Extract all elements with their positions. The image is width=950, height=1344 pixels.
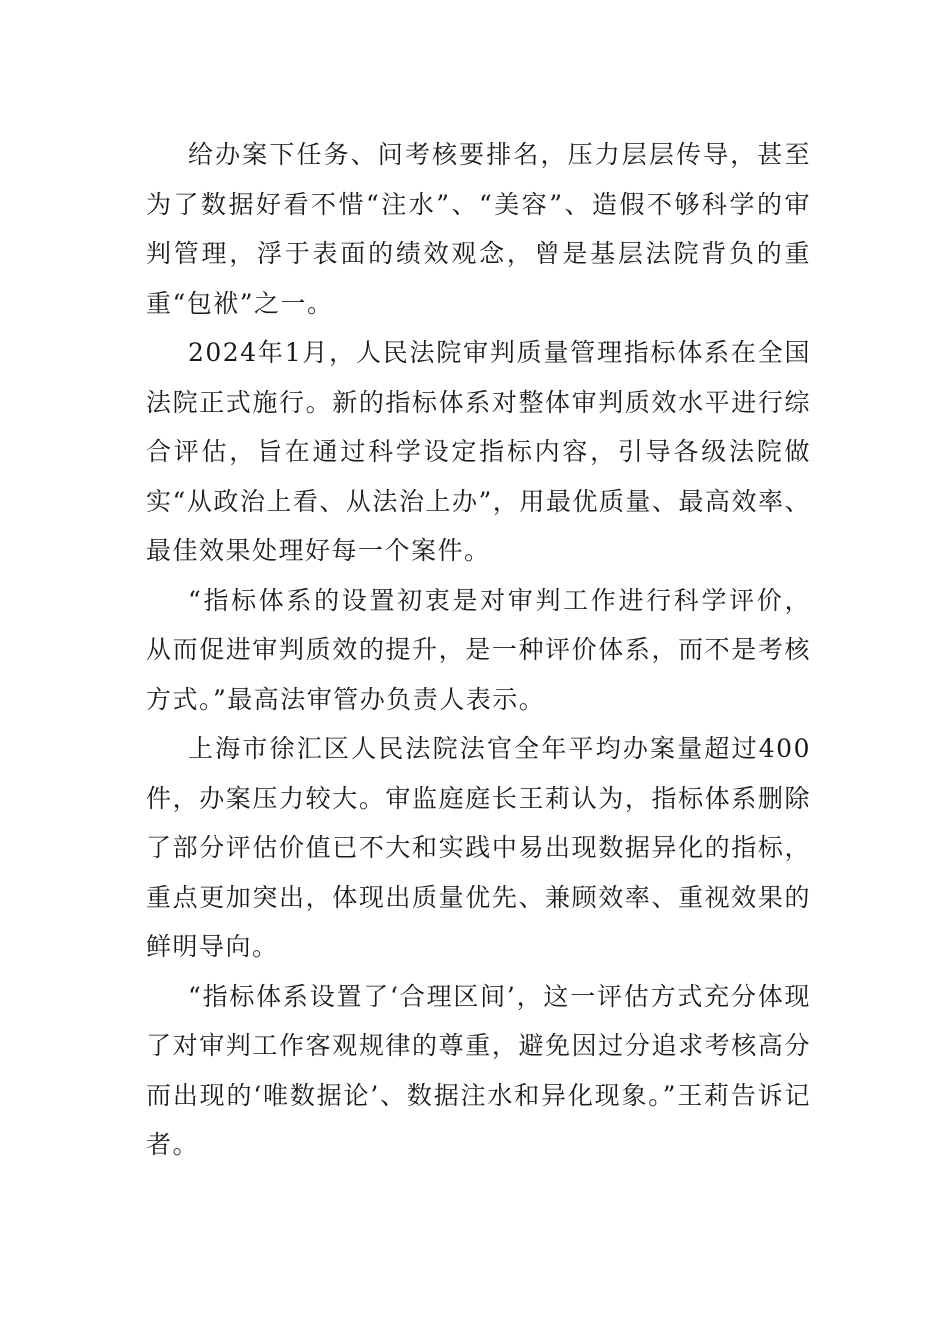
paragraph-4: 上海市徐汇区人民法院法官全年平均办案量超过400件，办案压力较大。审监庭庭长王莉认为，指标体系删除了部分评估价值已不大和实践中易出现数据异化的指标，重点更加突出，体现出质量优先、兼顾效率、重视效果的鲜明导向。 xyxy=(146,734,811,961)
article-body xyxy=(146,130,811,1170)
paragraph-3: “指标体系的设置初衷是对审判工作进行科学评价，从而促进审判质效的提升，是一种评价体系，而不是考核方式。”最高法审管办负责人表示。 xyxy=(146,585,811,714)
paragraph-5: “指标体系设置了‘合理区间’，这一评估方式充分体现了对审判工作客观规律的尊重，避免因过分追求考核高分而出现的‘唯数据论’、数据注水和异化现象。”王莉告诉记者。 xyxy=(146,981,811,1159)
paragraph-1: 给办案下任务、问考核要排名，压力层层传导，甚至为了数据好看不惜“注水”、“美容”、造假不够科学的审判管理，浮于表面的绩效观念，曾是基层法院背负的重重“包袱”之一。 xyxy=(146,140,811,318)
paragraph-2: 2024年1月，人民法院审判质量管理指标体系在全国法院正式施行。新的指标体系对整体审判质效水平进行综合评估，旨在通过科学设定指标内容，引导各级法院做实“从政治上看、从法治上办”，用最优质量、最高效率、最佳效果处理好每一个案件。 xyxy=(146,338,811,565)
